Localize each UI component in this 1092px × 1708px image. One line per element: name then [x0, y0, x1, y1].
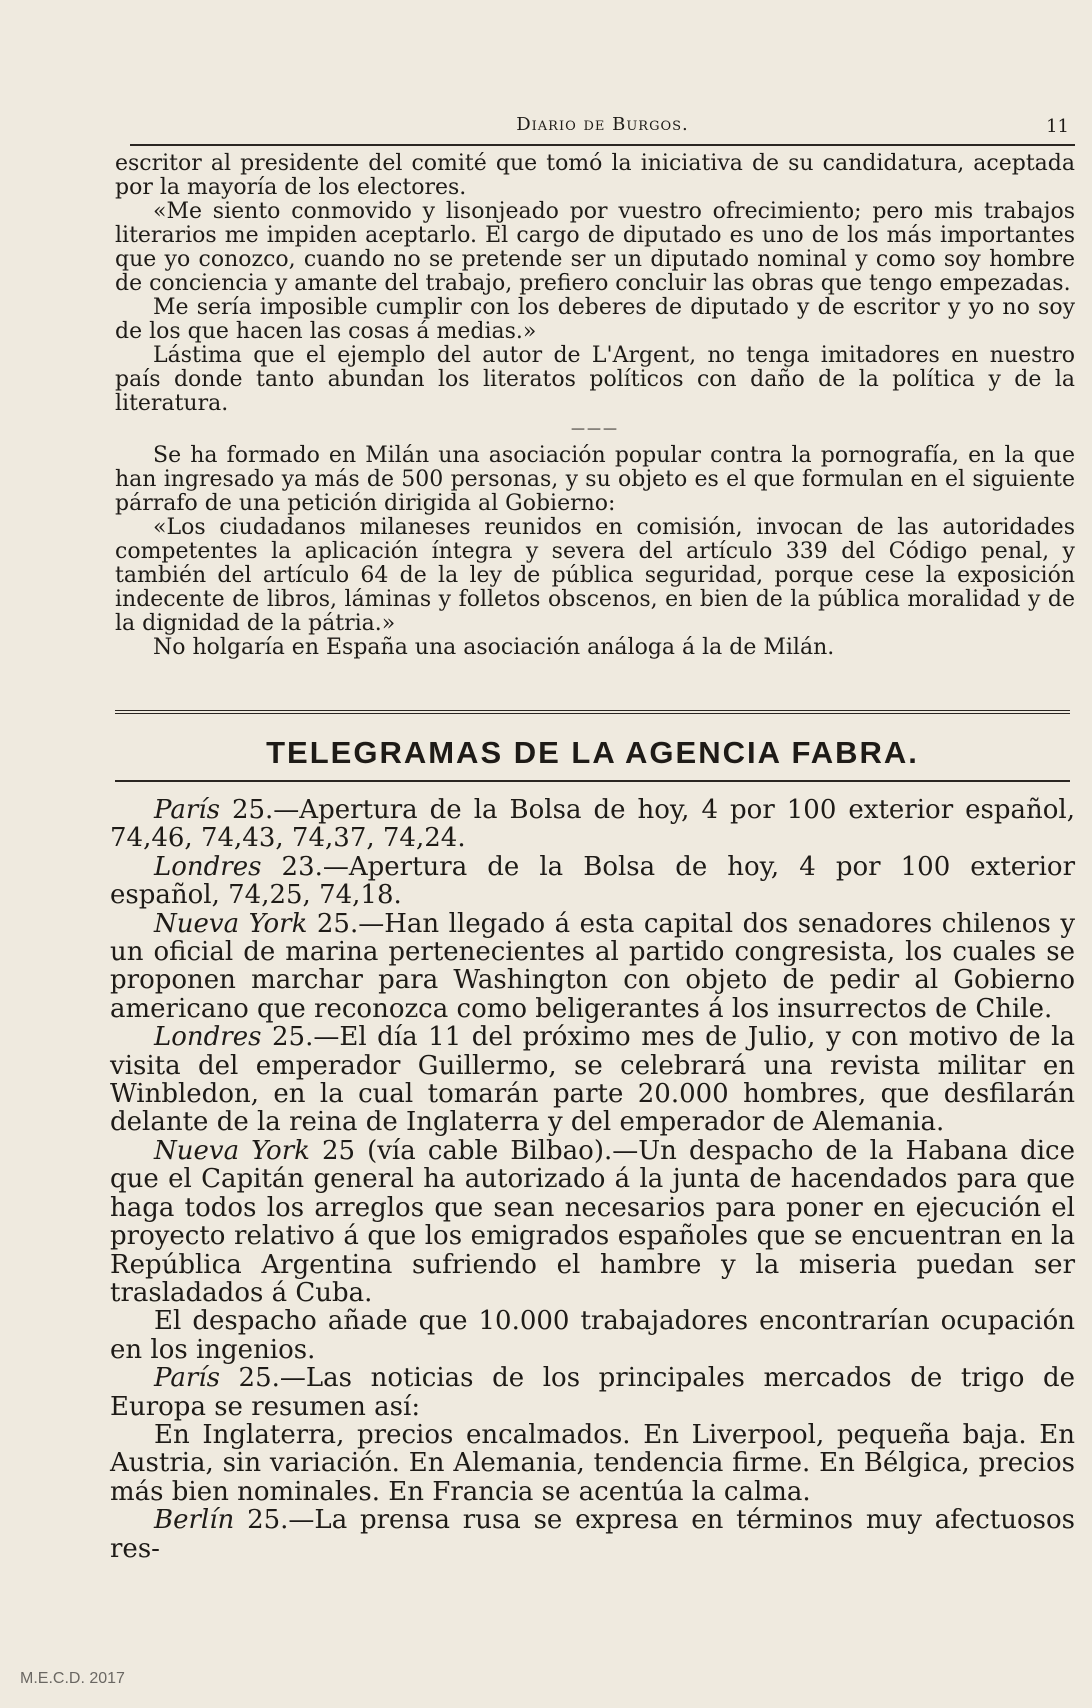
telegram-item — [110, 853, 1075, 910]
telegram-item — [110, 1421, 1075, 1506]
article-paragraph: Se ha formado en Milán una asociación popular contra la pornografía, en la que han ingresado ya más de 500 personas, y su objeto es el que formulan en el siguiente párrafo de una petición dirigida al Gobierno: — [115, 443, 1075, 516]
telegram-item — [110, 1506, 1075, 1563]
article-paragraph: escritor al presidente del comité que tomó la iniciativa de su candidatura, aceptada por la mayoría de los electores. — [115, 151, 1075, 200]
telegram-item — [110, 1364, 1075, 1421]
article-paragraph: No holgaría en España una asociación análoga á la de Milán. — [153, 635, 835, 660]
telegram-text: 25.—El día 11 del próximo mes de Julio, y con motivo de la visita del emperador Guillermo, se celebrará una revista militar en Winbledon, en la cual tomarán parte 20.000 hombres, que desfilarán delante de la reina de Inglaterra y del emperador de Alemania. — [110, 1022, 1075, 1138]
telegram-place: Londres — [154, 851, 262, 882]
article-paragraph: «Me siento conmovido y lisonjeado por vuestro ofrecimiento; pero mis trabajos literarios me impiden aceptarlo. El cargo de diputado es uno de los más importantes que yo conozco, cuando no se pretende ser un diputado nominal y como soy hombre de conciencia y amante del trabajo, prefiero concluir las obras que tengo empezadas. — [115, 199, 1075, 296]
article-paragraph: Lástima que el ejemplo del autor de L'Argent, no tenga imitadores en nuestro país donde tanto abundan los literatos políticos con daño de la política y de la literatura. — [115, 343, 1075, 416]
telegram-text: 25.—Las noticias de los principales mercados de trigo de Europa se resumen así: — [110, 1363, 1075, 1422]
article-separator: ——— — [571, 421, 619, 437]
telegram-place: Nueva York — [154, 908, 308, 939]
intro-article — [115, 152, 1075, 660]
newspaper-title: Diario de Burgos. — [516, 114, 689, 135]
telegram-place: París — [154, 795, 220, 825]
telegram-place: Londres — [154, 1022, 262, 1053]
telegram-text: 25.—La prensa rusa se expresa en términos muy afectuosos res- — [110, 1505, 1075, 1564]
telegram-item — [110, 1307, 1075, 1364]
article-paragraph: Me sería imposible cumplir con los deberes de diputado y de escritor y yo no soy de los que hacen las cosas á medias.» — [115, 295, 1075, 344]
section-rule-bottom — [115, 780, 1070, 782]
telegram-text: El despacho añade que 10.000 trabajadores encontrarían ocupación en los ingenios. — [110, 1306, 1075, 1365]
telegrams-heading: TELEGRAMAS DE LA AGENCIA FABRA. — [266, 735, 919, 770]
telegram-place: Nueva York — [154, 1135, 310, 1166]
telegrams-list — [110, 796, 1075, 1563]
section-rule-top — [115, 710, 1070, 714]
telegram-place: París — [154, 1363, 220, 1394]
telegram-place: Berlín — [154, 1505, 235, 1536]
article-paragraph: «Los ciudadanos milaneses reunidos en comisión, invocan de las autoridades competentes la aplicación íntegra y severa del artículo 339 del Código penal, y también del artículo 64 de la ley de pública seguridad, porque cese la exposición indecente de libros, láminas y folletos obscenos, en bien de la pública moralidad y de la dignidad de la pátria.» — [115, 515, 1075, 636]
page-number: 11 — [1046, 116, 1069, 137]
telegram-text: 23.—Apertura de la Bolsa de hoy, 4 por 100 exterior español, 74,25, 74,18. — [110, 851, 1075, 911]
telegram-item — [110, 1137, 1075, 1307]
telegram-text: 25 (vía cable Bilbao).—Un despacho de la Habana dice que el Capitán general ha autorizado á la junta de hacendados para que haga todos los arreglos que sean necesarios para poner en ejecución el proyecto relativo á que los emigrados españoles que se encuentran en la República Argentina sufriendo el hambre y la miseria puedan ser trasladados á Cuba. — [110, 1135, 1076, 1308]
archive-credit: M.E.C.D. 2017 — [20, 1670, 125, 1687]
telegram-item — [110, 1023, 1075, 1137]
telegram-item — [110, 796, 1075, 853]
telegram-text: 25.—Apertura de la Bolsa de hoy, 4 por 100 exterior español, 74,46, 74,43, 74,37, 74,24. — [110, 795, 1075, 854]
page-header — [130, 104, 1075, 146]
telegram-text: En Inglaterra, precios encalmados. En Liverpool, pequeña baja. En Austria, sin variación. En Alemania, tendencia firme. En Bélgica, precios más bien nominales. En Francia se acentúa la calma. — [110, 1419, 1075, 1507]
telegram-text: 25.—Han llegado á esta capital dos senadores chilenos y un oficial de marina pertenecientes al partido congresista, los cuales se proponen marchar para Washington con objeto de pedir al Gobierno americano que reconozca como beligerantes á los insurrectos de Chile. — [110, 908, 1076, 1024]
telegram-item — [110, 910, 1075, 1024]
